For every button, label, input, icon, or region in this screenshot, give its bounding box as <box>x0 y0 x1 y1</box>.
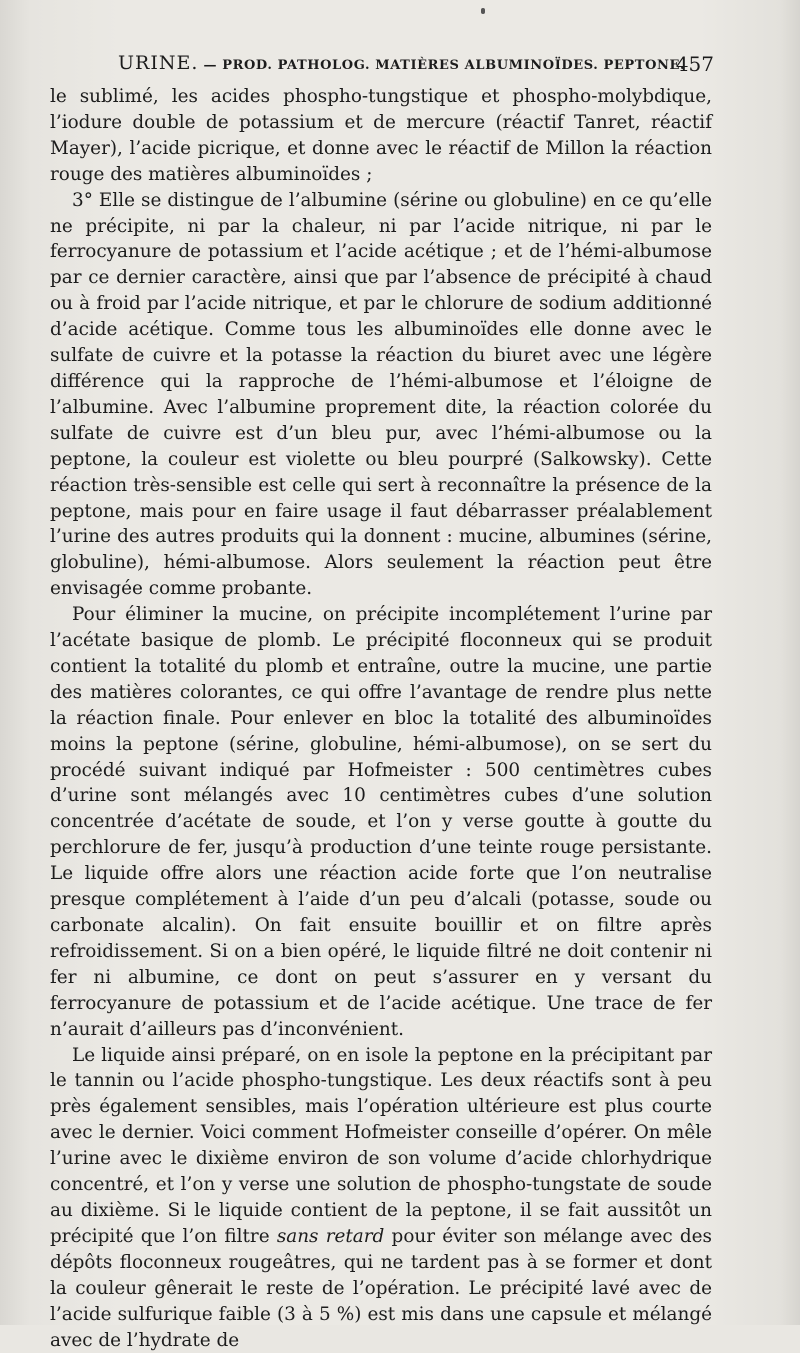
running-header <box>118 52 714 80</box>
paragraph-continuation: le sublimé, les acides phospho-tungstique et phospho-molybdique, l’iodure double de potassium et de mercure (réactif Tanret, réactif Mayer), l’acide picrique, et donne avec le réactif de Millon la réaction rouge des matières albuminoïdes ; <box>50 86 712 185</box>
paragraph-text: Le liquide ainsi préparé, on en isole la peptone en la précipitant par le tannin ou l’acide phospho-tungstique. Les deux réactifs sont à peu près également sensibles, mais l’opération ultérieure est plus courte avec le dernier. Voici comment Hofmeister conseille d’opérer. On mêle l’urine avec le dixième environ de son volume d’acide chlorhydrique concentré, et l’on y verse une solution de phospho-tungstate de soude au dixième. Si le liquide contient de la peptone, il se fait aussitôt un précipité que l’on filtre <box>50 1044 712 1247</box>
running-title <box>118 52 685 74</box>
paragraph-text-end: pour éviter son mélange avec des dépôts floconneux rougeâtres, qui ne tardent pas à se former et dont la couleur gênerait le reste de l’opération. Le précipité lavé avec de l’acide sulfurique faible (3 à 5 %) est mis dans une capsule et mélangé avec de l’hydrate de <box>50 1225 712 1351</box>
page-number: 457 <box>675 52 714 76</box>
body-text <box>50 84 712 1353</box>
ink-speck <box>481 8 485 14</box>
running-title-subject: — PROD. PATHOLOG. MATIÈRES ALBUMINOÏDES. PEPTONE. <box>198 58 686 73</box>
italic-emphasis: sans retard <box>276 1225 385 1247</box>
paragraph-point-3: 3° Elle se distingue de l’albumine (sérine ou globuline) en ce qu’elle ne précipite, ni par la chaleur, ni par l’acide nitrique, ni par le ferrocyanure de potassium et l’acide acétique ; et de l’hémi-albumose par ce dernier caractère, ainsi que par l’absence de précipité à chaud ou à froid par l’acide nitrique, et par le chlorure de sodium additionné d’acide acétique. Comme tous les albuminoïdes elle donne avec le sulfate de cuivre et la potasse la réaction du biuret avec une légère différence qui la rapproche de l’hémi-albumose et l’éloigne de l’albumine. Avec l’albumine proprement dite, la réaction colorée du sulfate de cuivre est d’un bleu pur, avec l’hémi-albumose ou la peptone, la couleur est violette ou bleu pourpré (Salkowsky). Cette réaction très-sensible est celle qui sert à reconnaître la présence de la peptone, mais pour en faire usage il faut débarrasser préalablement l’urine des autres produits qui la donnent : mucine, albumines (sérine, globuline), hémi-albumose. Alors seulement la réaction peut être envisagée comme probante. <box>50 189 712 600</box>
paragraph-peptone-isolation <box>50 1043 712 1353</box>
running-title-main: URINE. <box>118 52 199 74</box>
paragraph-mucine-elimination: Pour éliminer la mucine, on précipite incomplétement l’urine par l’acétate basique de plomb. Le précipité floconneux qui se produit contient la totalité du plomb et entraîne, outre la mucine, une partie des matières colorantes, ce qui offre l’avantage de rendre plus nette la réaction finale. Pour enlever en bloc la totalité des albuminoïdes moins la peptone (sérine, globuline, hémi-albumose), on se sert du procédé suivant indiqué par Hofmeister : 500 centimètres cubes d’urine sont mélangés avec 10 centimètres cubes d’une solution concentrée d’acétate de soude, et l’on y verse goutte à goutte du perchlorure de fer, jusqu’à production d’une teinte rouge persistante. Le liquide offre alors une réaction acide forte que l’on neutralise presque complétement à l’aide d’un peu d’alcali (potasse, soude ou carbonate alcalin). On fait ensuite bouillir et on filtre après refroidissement. Si on a bien opéré, le liquide filtré ne doit contenir ni fer ni albumine, ce dont on peut s’assurer en y versant du ferrocyanure de potassium et de l’acide acétique. Une trace de fer n’aurait d’ailleurs pas d’inconvénient. <box>50 604 712 1040</box>
